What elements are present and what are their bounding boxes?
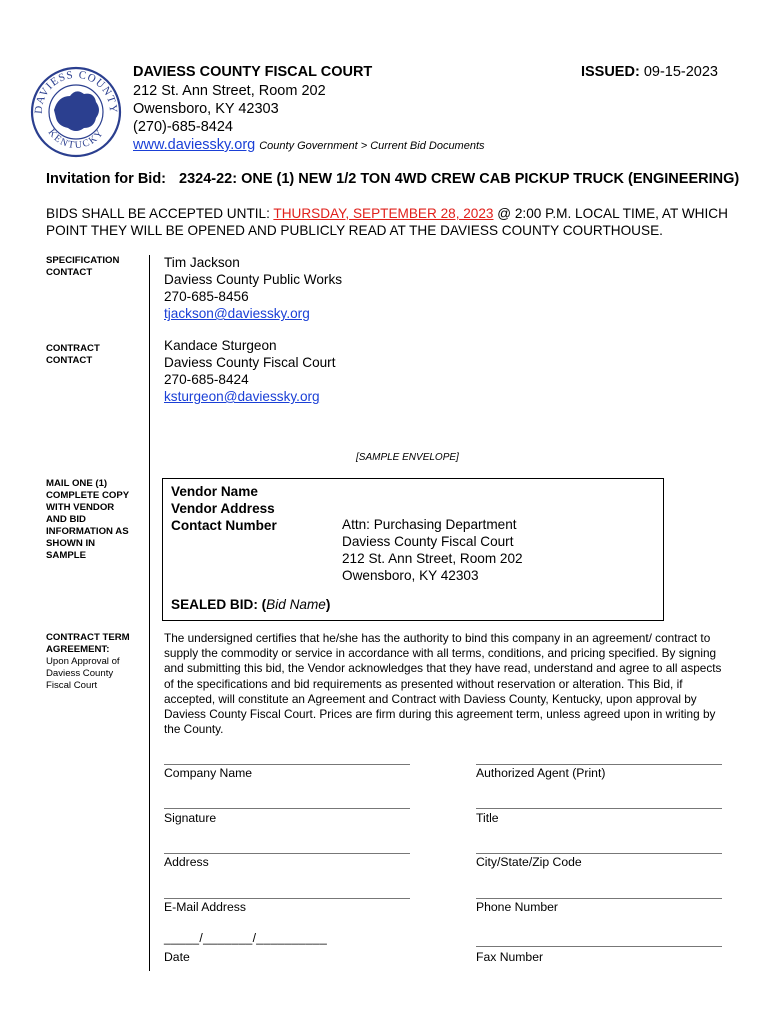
company-name-line[interactable] (164, 764, 410, 765)
spec-label-2: CONTACT (46, 267, 93, 278)
website-line (133, 137, 485, 153)
envelope-attn-address2: Owensboro, KY 42303 (342, 568, 479, 583)
mail-line-5: INFORMATION AS (46, 526, 129, 537)
address-label: Address (164, 855, 209, 869)
phone-line[interactable] (476, 898, 722, 899)
address-line[interactable] (164, 853, 410, 854)
envelope-sealed-bid: SEALED BID: (Bid Name) (171, 597, 331, 612)
contract-contact-org: Daviess County Fiscal Court (164, 355, 336, 370)
org-phone: (270)-685-8424 (133, 119, 233, 135)
contract-contact-label (46, 343, 141, 367)
fax-line[interactable] (476, 946, 722, 947)
ifb-label: Invitation for Bid: (46, 171, 167, 187)
section-divider (149, 255, 150, 971)
envelope-attn-block (342, 516, 523, 584)
mail-line-1: MAIL ONE (1) (46, 478, 108, 489)
contract-term-label (46, 632, 141, 692)
mail-line-6: SHOWN IN (46, 538, 96, 549)
phone-label: Phone Number (476, 900, 558, 914)
deadline-date: THURSDAY, SEPTEMBER 28, 2023 (273, 206, 494, 221)
date-blank[interactable]: _____/_______/__________ (164, 931, 328, 945)
website-link[interactable]: www.daviessky.org (133, 137, 256, 153)
fax-label: Fax Number (476, 950, 544, 964)
svg-text:KENTUCKY: KENTUCKY (45, 127, 107, 152)
city-state-zip-line[interactable] (476, 853, 722, 854)
signature-label: Signature (164, 811, 217, 825)
company-name-label: Company Name (164, 766, 253, 780)
contract-contact-details (164, 337, 336, 405)
certification-text: The undersigned certifies that he/she has the authority to bind this company in an agreement/ contract to supply the commodity or service in accordance with all terms, conditions, and pricing specified. By signing and submitting this bid, the Vendor acknowledges that they have read, understand and agree to all aspects of the specifications and bid requirements as presented without reservation or alteration. This Bid, if accepted, will constitute an Agreement and Contract with Daviess County, Kentucky, upon approval by Daviess County Fiscal Court. Prices are firm during this agreement term, unless agreed upon in writing by the County. (164, 631, 722, 737)
contract-contact-name: Kandace Sturgeon (164, 338, 277, 353)
sample-envelope-label: [SAMPLE ENVELOPE] (356, 452, 459, 463)
email-label: E-Mail Address (164, 900, 246, 914)
spec-contact-org: Daviess County Public Works (164, 272, 343, 287)
email-line[interactable] (164, 898, 410, 899)
date-label: Date (164, 950, 190, 964)
sample-envelope-text: SAMPLE ENVELOPE (358, 452, 457, 463)
svg-text:DAVIESS COUNTY: DAVIESS COUNTY (32, 68, 120, 115)
contract-contact-phone: 270-685-8424 (164, 372, 249, 387)
signature-line[interactable] (164, 808, 410, 809)
address-line2: Owensboro, KY 42303 (133, 101, 279, 117)
envelope-contact-number: Contact Number (171, 518, 277, 533)
envelope-vendor-block (171, 483, 277, 534)
mail-instructions (46, 478, 141, 562)
term-sub-2: Daviess County (46, 668, 114, 679)
sealed-bid-name: Bid Name (266, 597, 326, 612)
site-path: County Government > Current Bid Documents (259, 140, 485, 152)
envelope-vendor-name: Vendor Name (171, 484, 258, 499)
envelope-attn-org: Daviess County Fiscal Court (342, 534, 514, 549)
term-line-1: CONTRACT TERM (46, 632, 130, 643)
mail-line-3: WITH VENDOR (46, 502, 115, 513)
term-sub-1: Upon Approval of (46, 656, 120, 667)
contract-label-2: CONTACT (46, 355, 93, 366)
contract-contact-email[interactable]: ksturgeon@daviessky.org (164, 389, 320, 404)
term-line-2: AGREEMENT: (46, 644, 110, 655)
mail-line-2: COMPLETE COPY (46, 490, 130, 501)
authorized-agent-line[interactable] (476, 764, 722, 765)
title-label: Title (476, 811, 499, 825)
deadline-suffix: @ 2:00 P.M. LOCAL TIME, AT WHICH POINT THEY WILL BE OPENED AND PUBLICLY READ AT THE DAVIESS COUNTY COURTHOUSE. (46, 206, 728, 238)
spec-contact-label (46, 255, 141, 279)
issued-date (581, 64, 718, 80)
sealed-bid-label: SEALED BID: (171, 597, 258, 612)
term-sub-3: Fiscal Court (46, 680, 98, 691)
title-line[interactable] (476, 808, 722, 809)
spec-contact-details (164, 254, 342, 322)
spec-contact-email[interactable]: tjackson@daviessky.org (164, 306, 310, 321)
county-seal-logo (30, 66, 122, 158)
deadline-prefix: BIDS SHALL BE ACCEPTED UNTIL: (46, 206, 274, 221)
contract-label-1: CONTRACT (46, 343, 100, 354)
org-name: DAVIESS COUNTY FISCAL COURT (133, 64, 373, 80)
envelope-attn: Attn: Purchasing Department (342, 517, 517, 532)
bid-deadline (46, 205, 736, 239)
ifb-title: 2324-22: ONE (1) NEW 1/2 TON 4WD CREW CAB PICKUP TRUCK (ENGINEERING) (179, 171, 740, 187)
envelope-vendor-address: Vendor Address (171, 501, 275, 516)
spec-contact-name: Tim Jackson (164, 255, 240, 270)
mail-line-7: SAMPLE (46, 550, 86, 561)
authorized-agent-label: Authorized Agent (Print) (476, 766, 606, 780)
city-state-zip-label: City/State/Zip Code (476, 855, 582, 869)
spec-contact-phone: 270-685-8456 (164, 289, 249, 304)
issued-label: ISSUED: (580, 64, 640, 80)
invitation-for-bid (46, 171, 739, 187)
mail-line-4: AND BID (46, 514, 86, 525)
envelope-attn-address1: 212 St. Ann Street, Room 202 (342, 551, 523, 566)
address-line1: 212 St. Ann Street, Room 202 (133, 83, 326, 99)
issued-value: 09-15-2023 (643, 64, 718, 80)
spec-label-1: SPECIFICATION (46, 255, 120, 266)
